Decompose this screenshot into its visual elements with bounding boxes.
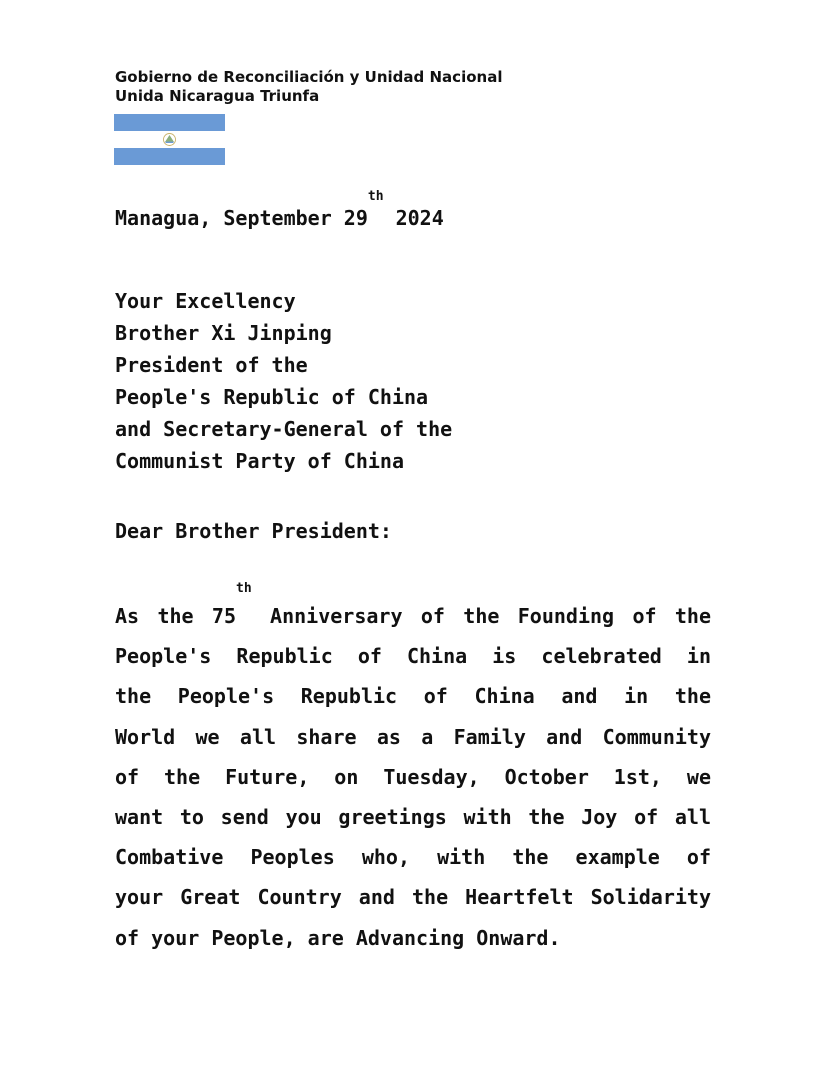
body-line: the People's Republic of China and in the: [115, 684, 711, 709]
body-line: want to send you greetings with the Joy of all: [115, 804, 711, 829]
body-line: of the Future, on Tuesday, October 1st, we: [115, 764, 711, 789]
recipient-line: Communist Party of China: [115, 449, 404, 473]
body-line: People's Republic of China is celebrated in: [115, 644, 711, 669]
body-line: As the 75th Anniversary of the Founding of the: [115, 581, 712, 628]
salutation: Dear Brother President:: [115, 519, 392, 543]
letter-date: Managua, September 29th 2024: [115, 189, 444, 230]
body-line: Combative Peoples who, with the example of: [115, 845, 711, 870]
recipient-line: People's Republic of China: [115, 385, 429, 409]
letterhead-slogan: Unida Nicaragua Triunfa: [115, 87, 320, 105]
recipient-address: [115, 285, 452, 477]
letter-body: [115, 581, 712, 958]
letterhead-government-name: Gobierno de Reconciliación y Unidad Nacional: [115, 68, 503, 86]
nicaragua-flag-icon: [114, 114, 225, 165]
letterhead: [115, 68, 502, 106]
recipient-line: and Secretary-General of the: [115, 417, 453, 441]
body-line: your Great Country and the Heartfelt Solidarity: [115, 885, 711, 910]
body-line: World we all share as a Family and Community: [115, 724, 711, 749]
recipient-line: President of the: [115, 353, 308, 377]
recipient-line: Brother Xi Jinping: [115, 321, 332, 345]
body-line: of your People, are Advancing Onward.: [115, 925, 561, 950]
recipient-line: Your Excellency: [115, 289, 296, 313]
